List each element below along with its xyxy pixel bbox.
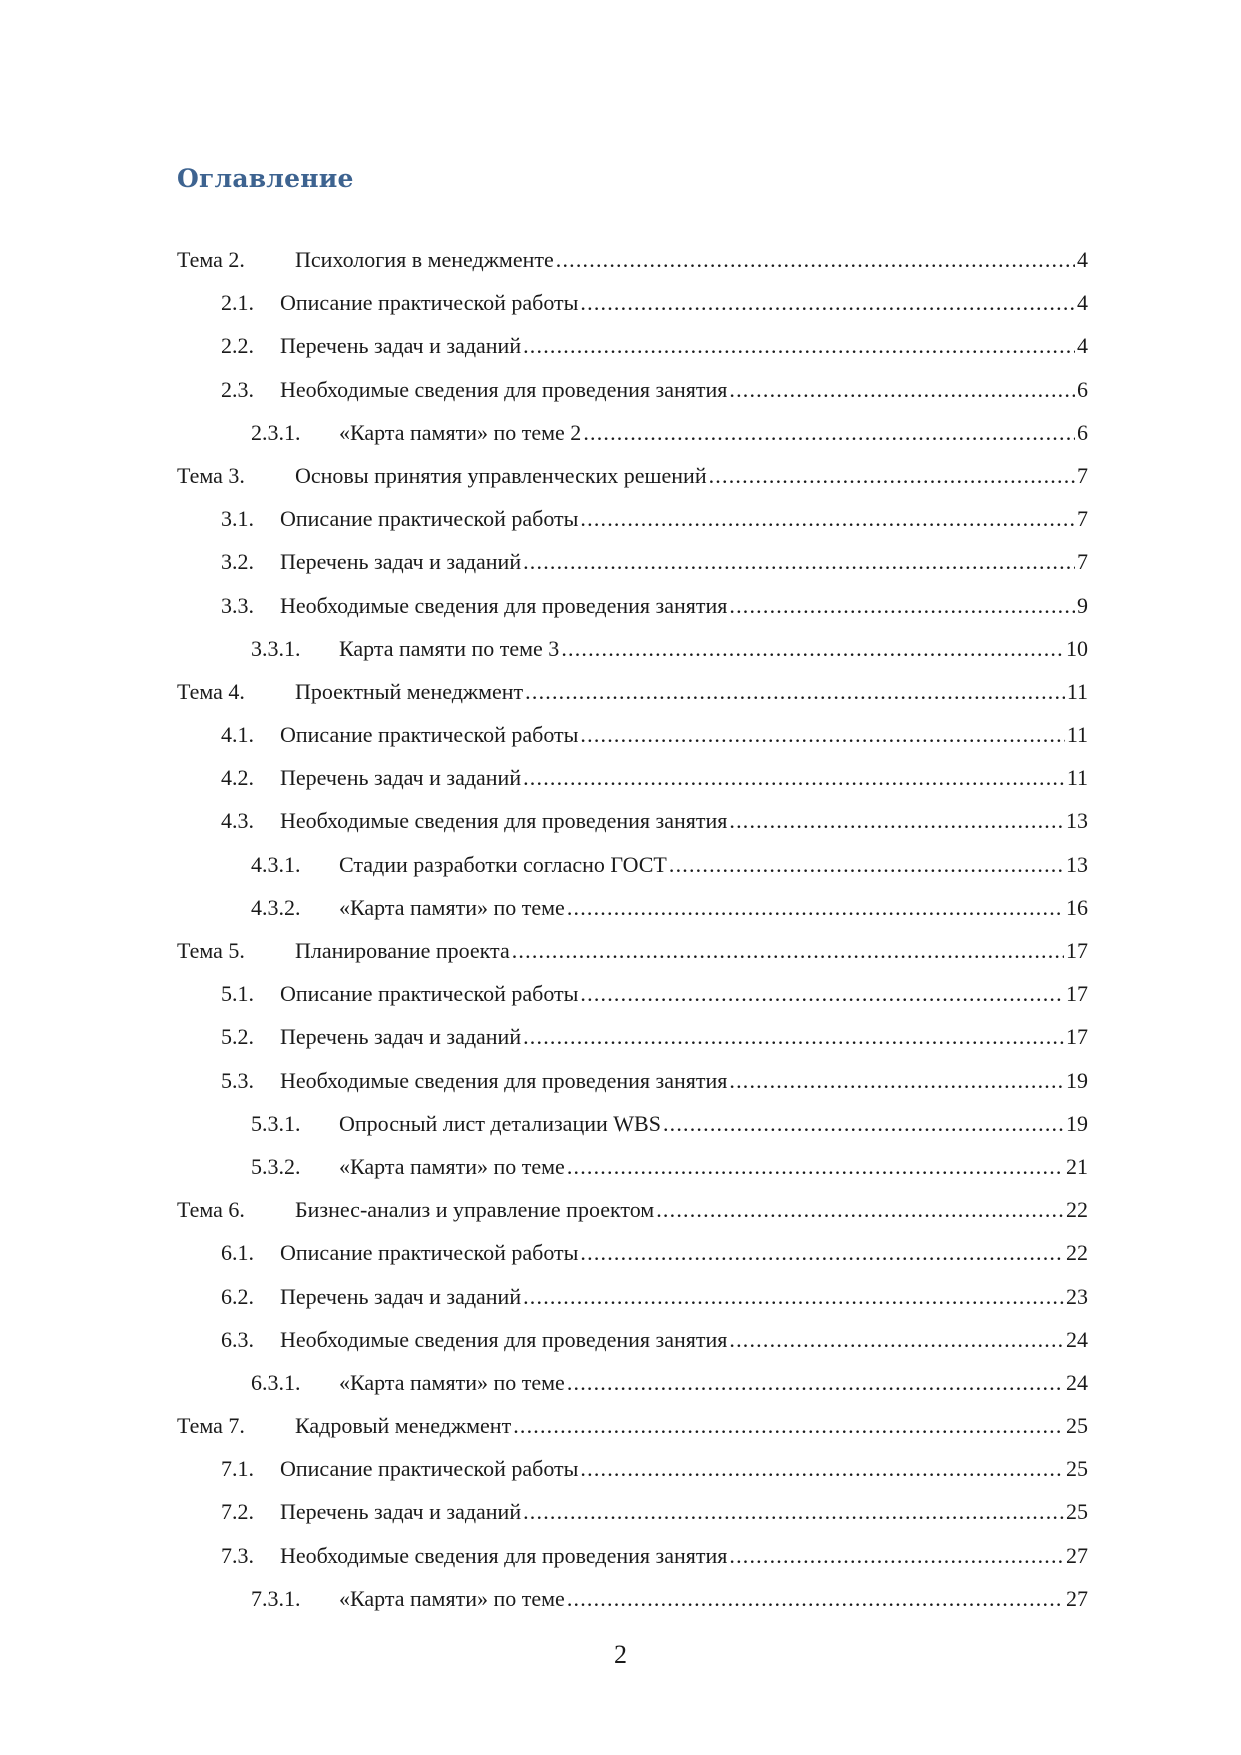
toc-entry-number: 3.1. xyxy=(221,506,254,532)
toc-entry-page[interactable]: 19 xyxy=(1066,1110,1088,1136)
toc-dot-leader xyxy=(663,1102,1064,1145)
toc-entry-title[interactable]: «Карта памяти» по теме xyxy=(339,1585,565,1611)
toc-entry[interactable] xyxy=(0,238,1088,281)
toc-entry[interactable] xyxy=(0,799,1088,842)
toc-entry-title[interactable]: Необходимые сведения для проведения занятия xyxy=(280,1067,728,1093)
toc-entry-number: 5.3.1. xyxy=(251,1110,301,1136)
toc-entry[interactable] xyxy=(0,1188,1088,1231)
toc-dot-leader xyxy=(567,886,1064,929)
toc-dot-leader xyxy=(523,1275,1064,1318)
toc-entry-page[interactable]: 7 xyxy=(1077,462,1088,488)
toc-dot-leader xyxy=(580,1231,1064,1274)
toc-entry-number: 7.1. xyxy=(221,1456,254,1482)
toc-entry[interactable] xyxy=(0,886,1088,929)
toc-dot-leader xyxy=(729,1318,1064,1361)
toc-entry-number: 7.3. xyxy=(221,1542,254,1568)
toc-entry-title[interactable]: Описание практической работы xyxy=(280,722,579,748)
toc-entry-page[interactable]: 24 xyxy=(1066,1326,1088,1352)
toc-entry-title[interactable]: Описание практической работы xyxy=(280,981,579,1007)
toc-entry[interactable] xyxy=(0,929,1088,972)
toc-entry-title[interactable]: «Карта памяти» по теме xyxy=(339,894,565,920)
toc-entry-page[interactable]: 22 xyxy=(1066,1240,1088,1266)
toc-dot-leader xyxy=(729,1534,1064,1577)
toc-entry-number: Тема 5. xyxy=(177,938,245,963)
toc-dot-leader xyxy=(580,1447,1064,1490)
toc-dot-leader xyxy=(556,238,1075,281)
toc-entry-page[interactable]: 17 xyxy=(1066,1024,1088,1050)
toc-entry-title[interactable]: Перечень задач и заданий xyxy=(280,1283,522,1309)
toc-entry-page[interactable]: 25 xyxy=(1066,1456,1088,1482)
toc-entry-title[interactable]: Карта памяти по теме 3 xyxy=(339,635,560,661)
toc-dot-leader xyxy=(512,929,1064,972)
toc-entry-title[interactable]: Бизнес-анализ и управление проектом xyxy=(295,1197,655,1223)
toc-entry-number: 2.2. xyxy=(221,333,254,359)
toc-dot-leader xyxy=(525,670,1065,713)
toc-heading: Оглавление xyxy=(177,164,354,193)
toc-entry-number: Тема 2. xyxy=(177,247,245,272)
toc-entry-number: Тема 3. xyxy=(177,462,245,488)
toc-entry[interactable] xyxy=(0,1145,1088,1188)
toc-dot-leader xyxy=(669,843,1064,886)
toc-entry-page[interactable]: 9 xyxy=(1077,592,1088,618)
toc-entry-page[interactable]: 25 xyxy=(1066,1413,1088,1439)
toc-entry-page[interactable]: 7 xyxy=(1077,506,1088,532)
toc-entry-title[interactable]: Перечень задач и заданий xyxy=(280,549,522,575)
toc-entry[interactable] xyxy=(0,1102,1088,1145)
toc-entry-title[interactable]: Психология в менеджменте xyxy=(295,247,554,272)
toc-entry[interactable] xyxy=(0,972,1088,1015)
toc-entry[interactable] xyxy=(0,411,1088,454)
toc-entry[interactable] xyxy=(0,756,1088,799)
toc-entry-number: 2.1. xyxy=(221,290,254,316)
toc-entry-title[interactable]: «Карта памяти» по теме xyxy=(339,1369,565,1395)
toc-entry-page[interactable]: 27 xyxy=(1066,1585,1088,1611)
toc-dot-leader xyxy=(567,1361,1064,1404)
toc-entry-number: 4.3.2. xyxy=(251,894,301,920)
toc-entry-title[interactable]: Перечень задач и заданий xyxy=(280,1499,522,1525)
toc-entry-page[interactable]: 7 xyxy=(1077,549,1088,575)
toc-entry[interactable] xyxy=(0,1577,1088,1620)
toc-entry-title[interactable]: Необходимые сведения для проведения занятия xyxy=(280,376,728,402)
toc-entry[interactable] xyxy=(0,281,1088,324)
toc-dot-leader xyxy=(523,1490,1064,1533)
toc-entry-number: Тема 7. xyxy=(177,1413,245,1439)
toc-entry-number: 5.2. xyxy=(221,1024,254,1050)
toc-entry-number: 6.2. xyxy=(221,1283,254,1309)
toc-entry-title[interactable]: Перечень задач и заданий xyxy=(280,333,522,359)
toc-dot-leader xyxy=(656,1188,1064,1231)
toc-dot-leader xyxy=(729,799,1064,842)
toc-dot-leader xyxy=(583,411,1075,454)
toc-dot-leader xyxy=(523,756,1065,799)
toc-entry-number: 6.3.1. xyxy=(251,1369,301,1395)
toc-entry-title[interactable]: Опросный лист детализации WBS xyxy=(339,1110,661,1136)
toc-entry-number: 2.3. xyxy=(221,376,254,402)
toc-entry-title[interactable]: Необходимые сведения для проведения занятия xyxy=(280,1542,728,1568)
toc-entry-page[interactable]: 13 xyxy=(1066,851,1088,877)
toc-entry-title[interactable]: Описание практической работы xyxy=(280,506,579,532)
toc-entry-number: 5.1. xyxy=(221,981,254,1007)
toc-entry-number: 4.3. xyxy=(221,808,254,834)
toc-entry-page[interactable]: 11 xyxy=(1066,722,1088,748)
toc-entry-title[interactable]: Перечень задач и заданий xyxy=(280,1024,522,1050)
toc-entry-title[interactable]: Проектный менеджмент xyxy=(295,678,524,704)
toc-entry-page[interactable]: 6 xyxy=(1077,419,1088,445)
toc-entry[interactable] xyxy=(0,1490,1088,1533)
toc-entry-page[interactable]: 13 xyxy=(1066,808,1088,834)
toc-entry[interactable] xyxy=(0,497,1088,540)
toc-entry-title[interactable]: «Карта памяти» по теме xyxy=(339,1153,565,1179)
toc-entry-page[interactable]: 17 xyxy=(1066,938,1088,963)
toc-dot-leader xyxy=(580,972,1064,1015)
toc-entry-title[interactable]: Планирование проекта xyxy=(295,938,510,963)
toc-dot-leader xyxy=(580,497,1075,540)
toc-entry-number: 3.3. xyxy=(221,592,254,618)
toc-dot-leader xyxy=(561,627,1064,670)
toc-entry-number: 6.3. xyxy=(221,1326,254,1352)
toc-entry-title[interactable]: Описание практической работы xyxy=(280,1240,579,1266)
toc-dot-leader xyxy=(513,1404,1064,1447)
toc-dot-leader xyxy=(567,1577,1064,1620)
page-number: 2 xyxy=(614,1640,627,1669)
toc-entry-number: 4.3.1. xyxy=(251,851,301,877)
toc-entry-page[interactable]: 16 xyxy=(1066,894,1088,920)
toc-entry[interactable] xyxy=(0,1231,1088,1274)
toc-dot-leader xyxy=(709,454,1075,497)
toc-entry-title[interactable]: Необходимые сведения для проведения занятия xyxy=(280,808,728,834)
toc-entry-number: 5.3. xyxy=(221,1067,254,1093)
toc-entry-page[interactable]: 4 xyxy=(1077,333,1088,359)
toc-entry-number: 5.3.2. xyxy=(251,1153,301,1179)
toc-entry[interactable] xyxy=(0,540,1088,583)
toc-entry-page[interactable]: 25 xyxy=(1066,1499,1088,1525)
toc-entry-title[interactable]: Основы принятия управленческих решений xyxy=(295,462,707,488)
toc-entry[interactable] xyxy=(0,713,1088,756)
toc-entry[interactable] xyxy=(0,1318,1088,1361)
toc-entry-page[interactable]: 21 xyxy=(1066,1153,1088,1179)
toc-dot-leader xyxy=(729,584,1075,627)
toc-entry-title[interactable]: Необходимые сведения для проведения занятия xyxy=(280,1326,728,1352)
toc-entry-number: 4.2. xyxy=(221,765,254,791)
toc-dot-leader xyxy=(523,324,1075,367)
toc-entry[interactable] xyxy=(0,627,1088,670)
toc-entry[interactable] xyxy=(0,454,1088,497)
toc-dot-leader xyxy=(580,713,1064,756)
toc-entry-page[interactable]: 10 xyxy=(1066,635,1088,661)
toc-entry-number: Тема 4. xyxy=(177,678,245,704)
toc-list xyxy=(0,238,1241,1620)
toc-entry[interactable] xyxy=(0,670,1088,713)
toc-dot-leader xyxy=(729,368,1075,411)
toc-entry[interactable] xyxy=(0,1534,1088,1577)
toc-entry-number: Тема 6. xyxy=(177,1197,245,1223)
toc-entry-number: 3.3.1. xyxy=(251,635,301,661)
toc-entry-title[interactable]: Необходимые сведения для проведения занятия xyxy=(280,592,728,618)
toc-entry-page[interactable]: 11 xyxy=(1066,678,1088,704)
toc-entry-title[interactable]: Перечень задач и заданий xyxy=(280,765,522,791)
toc-entry-page[interactable]: 6 xyxy=(1077,376,1088,402)
toc-entry[interactable] xyxy=(0,1275,1088,1318)
toc-entry-page[interactable]: 27 xyxy=(1066,1542,1088,1568)
toc-entry-page[interactable]: 4 xyxy=(1077,290,1088,316)
toc-entry-page[interactable]: 19 xyxy=(1066,1067,1088,1093)
toc-entry[interactable] xyxy=(0,324,1088,367)
toc-entry-page[interactable]: 24 xyxy=(1066,1369,1088,1395)
toc-dot-leader xyxy=(523,1015,1064,1058)
toc-entry[interactable] xyxy=(0,1059,1088,1102)
toc-entry-page[interactable]: 17 xyxy=(1066,981,1088,1007)
toc-entry-page[interactable]: 23 xyxy=(1066,1283,1088,1309)
toc-entry-page[interactable]: 11 xyxy=(1066,765,1088,791)
toc-dot-leader xyxy=(523,540,1075,583)
toc-entry-title[interactable]: Описание практической работы xyxy=(280,1456,579,1482)
toc-dot-leader xyxy=(567,1145,1064,1188)
toc-entry-title[interactable]: Кадровый менеджмент xyxy=(295,1413,512,1439)
toc-entry[interactable] xyxy=(0,843,1088,886)
toc-entry-number: 3.2. xyxy=(221,549,254,575)
toc-entry[interactable] xyxy=(0,1015,1088,1058)
toc-entry-page[interactable]: 4 xyxy=(1077,247,1088,272)
toc-entry-number: 2.3.1. xyxy=(251,419,301,445)
toc-entry-title[interactable]: Описание практической работы xyxy=(280,290,579,316)
toc-entry[interactable] xyxy=(0,368,1088,411)
toc-entry[interactable] xyxy=(0,584,1088,627)
toc-entry-number: 7.2. xyxy=(221,1499,254,1525)
toc-entry[interactable] xyxy=(0,1361,1088,1404)
toc-entry-number: 4.1. xyxy=(221,722,254,748)
toc-entry-title[interactable]: Стадии разработки согласно ГОСТ xyxy=(339,851,667,877)
toc-entry-page[interactable]: 22 xyxy=(1066,1197,1088,1223)
toc-entry-title[interactable]: «Карта памяти» по теме 2 xyxy=(339,419,582,445)
toc-dot-leader xyxy=(729,1059,1064,1102)
toc-dot-leader xyxy=(580,281,1075,324)
toc-entry-number: 7.3.1. xyxy=(251,1585,301,1611)
toc-entry[interactable] xyxy=(0,1447,1088,1490)
toc-entry-number: 6.1. xyxy=(221,1240,254,1266)
toc-entry[interactable] xyxy=(0,1404,1088,1447)
